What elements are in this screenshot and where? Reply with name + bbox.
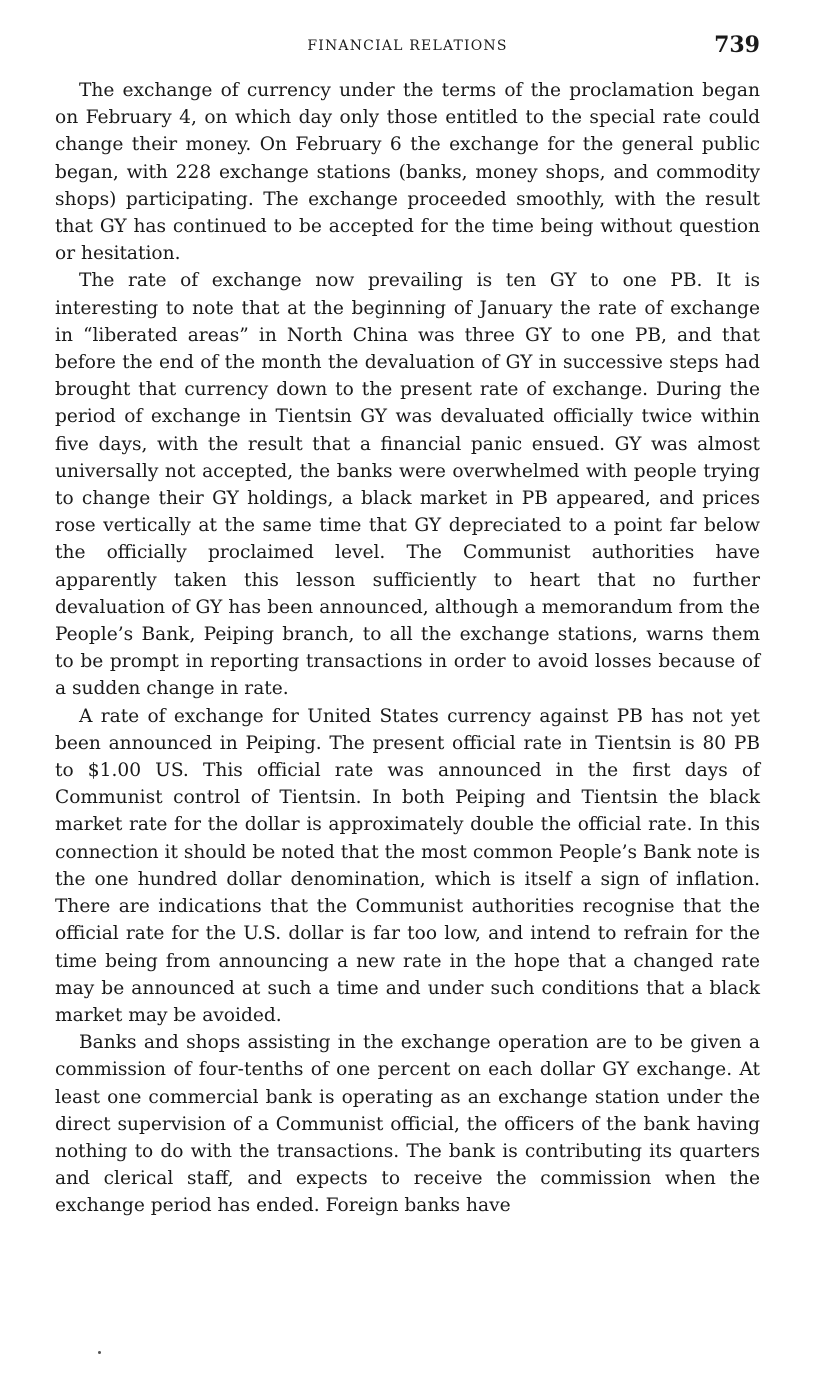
paragraph-us-currency-rate: A rate of exchange for United States currency against PB has not yet been announced in Peiping. The present official rate in Tientsin is 80 PB to $1.00 US. This official rate was announced in the first days of Communist control of Tientsin. In both Peiping and Tientsin the black market rate for the dollar is approximately double the official rate. In this connection it should be noted that the most common People’s Bank note is the one hundred dollar denomination, which is itself a sign of inflation. There are indications that the Communist authorities recognise that the official rate for the U.S. dollar is far too low, and intend to refrain for the time being from announcing a new rate in the hope that a changed rate may be announced at such a time and under such conditions that a black market may be avoided. (55, 705, 760, 1026)
paragraph-currency-exchange-start: The exchange of currency under the terms of the proclamation began on February 4, on which day only those entitled to the special rate could change their money. On February 6 the exchange for the general public began, with 228 exchange stations (banks, money shops, and commodity shops) participating. The exchange proceeded smoothly, with the result that GY has continued to be accepted for the time being without question or hesitation. (55, 80, 760, 265)
page-number: 739 (714, 32, 760, 58)
print-speck (98, 1351, 101, 1354)
paragraph-banks-commission: Banks and shops assisting in the exchange operation are to be given a commission of four-tenths of one percent on each dollar GY exchange. At least one commercial bank is operating as an exchange station under the direct supervision of a Communist official, the officers of the bank having nothing to do with the transactions. The bank is contributing its quarters and clerical staff, and expects to receive the commission when the exchange period has ended. Foreign banks have (55, 1032, 760, 1217)
paragraph-rate-of-exchange: The rate of exchange now prevailing is ten GY to one PB. It is interesting to note that at the beginning of January the rate of exchange in “liberated areas” in North China was three GY to one PB, and that before the end of the month the devaluation of GY in successive steps had brought that currency down to the present rate of exchange. During the period of exchange in Tientsin GY was devaluated officially twice within five days, with the result that a financial panic ensued. GY was almost universally not accepted, the banks were overwhelmed with people trying to change their GY holdings, a black market in PB appeared, and prices rose vertically at the same time that GY depreciated to a point far below the officially proclaimed level. The Communist authorities have apparently taken this lesson sufficiently to heart that no further devaluation of GY has been announced, although a memorandum from the People’s Bank, Peiping branch, to all the exchange stations, warns them to be prompt in reporting transactions in order to avoid losses because of a sudden change in rate. (55, 270, 760, 700)
running-head (55, 32, 760, 60)
body-text (55, 77, 760, 1220)
running-title: FINANCIAL RELATIONS (307, 38, 508, 54)
